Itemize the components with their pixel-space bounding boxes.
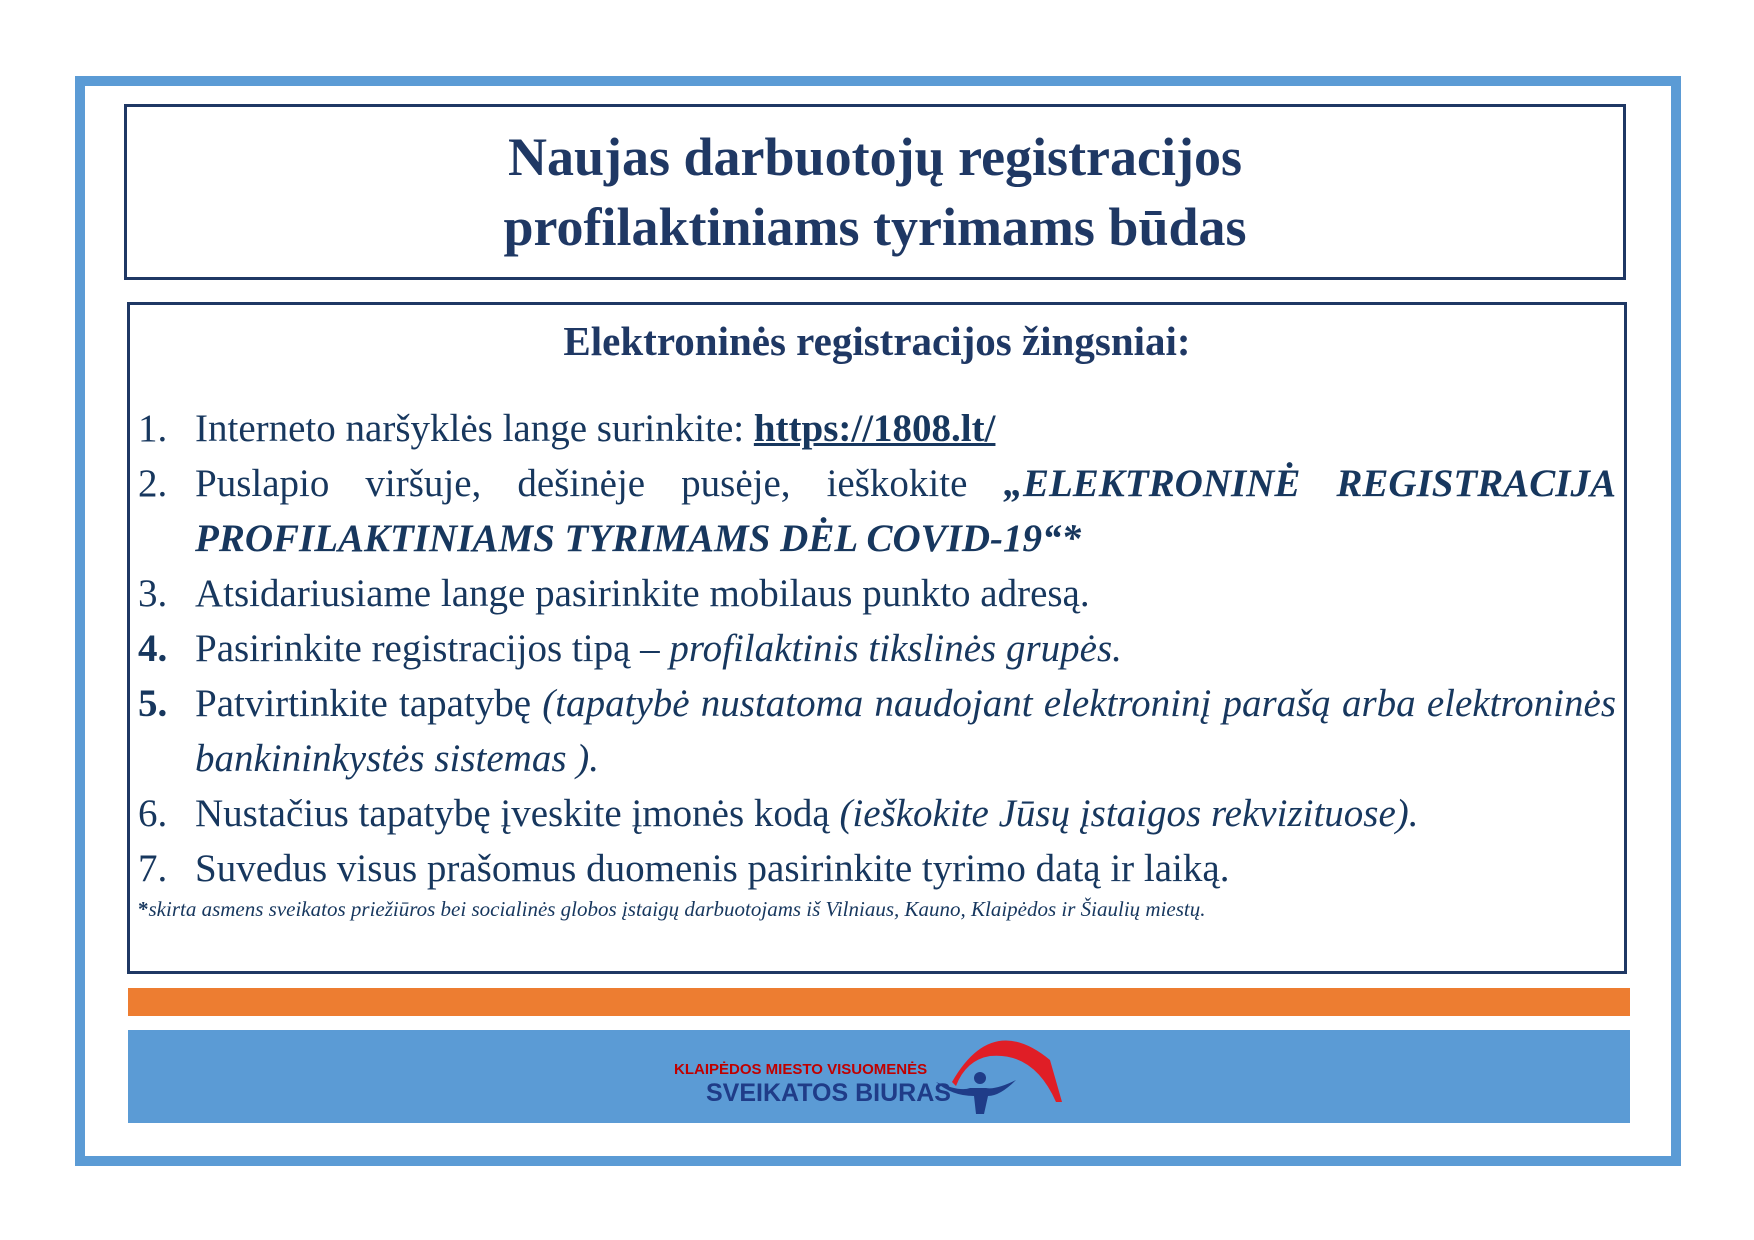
step-text	[195, 786, 1616, 841]
step-5	[138, 676, 1616, 786]
step-text	[195, 621, 1616, 676]
title-box	[124, 104, 1626, 280]
registration-link[interactable]: https://1808.lt/	[753, 407, 996, 450]
step-4	[138, 621, 1616, 676]
step-2-text: Puslapio viršuje, dešinėje pusėje, ieškokite	[195, 462, 1004, 505]
step-text	[195, 676, 1616, 786]
steps-box	[127, 302, 1627, 974]
step-text	[195, 456, 1616, 566]
registration-option-name: „ELEKTRONINĖ REGISTRACIJA PROFILAKTINIAMS TYRIMAMS DĖL COVID-19“*	[195, 462, 1616, 560]
step-2	[138, 456, 1616, 566]
step-1	[138, 401, 1616, 456]
step-6	[138, 786, 1616, 841]
step-6-text: Nustačius tapatybę įveskite įmonės kodą	[195, 792, 840, 835]
step-number: 1.	[138, 407, 168, 450]
step-5-italic: (tapatybė nustatoma naudojant elektroninį parašą arba elektroninės bankininkystės sistemas ).	[195, 682, 1616, 780]
steps-list	[138, 401, 1616, 896]
step-number: 2.	[138, 462, 168, 505]
step-7	[138, 841, 1616, 896]
step-number: 3.	[138, 572, 168, 615]
step-5-text: Patvirtinkite tapatybę	[195, 682, 543, 725]
step-6-italic: (ieškokite Jūsų įstaigos rekvizituose).	[839, 792, 1419, 835]
footnote	[138, 897, 1206, 922]
steps-heading: Elektroninės registracijos žingsniai:	[563, 318, 1191, 364]
step-1-text: Interneto naršyklės lange surinkite:	[195, 407, 754, 450]
step-4-italic: profilaktinis tikslinės grupės.	[669, 627, 1122, 670]
step-4-text: Pasirinkite registracijos tipą –	[195, 627, 670, 670]
logo	[660, 1030, 1080, 1123]
person-under-arch-icon	[930, 1030, 1070, 1123]
footnote-text: skirta asmens sveikatos priežiūros bei socialinės globos įstaigų darbuotojams iš Vilniaus, Kauno, Klaipėdos ir Šiaulių miestų.	[148, 897, 1206, 921]
step-number: 5.	[138, 682, 168, 725]
page-title-line-1: Naujas darbuotojų registracijos	[508, 127, 1242, 187]
orange-divider-bar	[128, 988, 1630, 1016]
page-title-line-2: profilaktiniams tyrimams būdas	[503, 197, 1247, 257]
step-text	[195, 401, 1616, 456]
logo-line-2: SVEIKATOS BIURAS	[706, 1079, 951, 1107]
footnote-mark: *	[138, 897, 149, 921]
step-number: 7.	[138, 847, 168, 890]
step-number: 6.	[138, 792, 168, 835]
logo-line-1: KLAIPĖDOS MIESTO VISUOMENĖS	[674, 1061, 928, 1078]
step-3	[138, 566, 1616, 621]
step-7-text: Suvedus visus prašomus duomenis pasirinkite tyrimo datą ir laiką.	[195, 847, 1230, 890]
step-3-text: Atsidariusiame lange pasirinkite mobilaus punkto adresą.	[195, 572, 1090, 615]
step-number: 4.	[138, 627, 168, 670]
